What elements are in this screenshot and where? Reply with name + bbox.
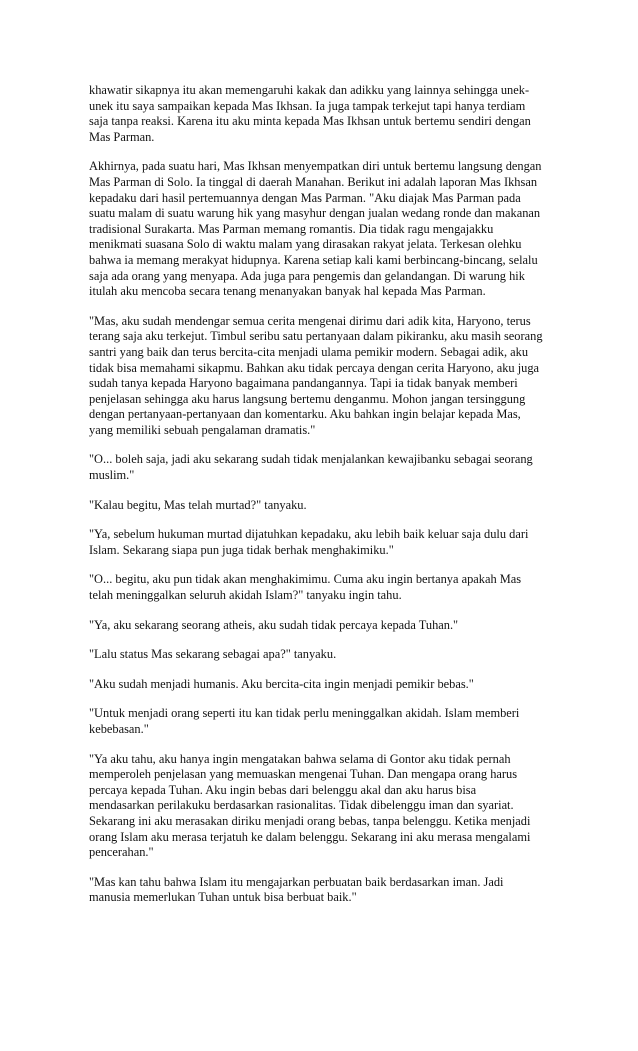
paragraph-8: "Ya, aku sekarang seorang atheis, aku sudah tidak percaya kepada Tuhan." [89, 617, 459, 632]
paragraph-2: Akhirnya, pada suatu hari, Mas Ikhsan menyempatkan diri untuk bertemu langsung dengan Mas Parman di Solo. Ia tinggal di daerah Manahan. Berikut ini adalah laporan Mas Ikhsan kepadaku dari hasil pertemuannya dengan Mas Parman. "Aku diajak Mas Parman pada suatu malam di suatu warung hik yang masyhur dengan jualan wedang ronde dan makanan tradisional Surakarta. Mas Parman memang romantis. Dia tidak ragu mengajakku menikmati suasana Solo di waktu malam yang dirasakan rakyat jelata. Terkesan olehku bahwa ia memang merakyat hidupnya. Karena setiap kali kami berbincang-bincang, selalu saja ada orang yang menyapa. Ada juga para pengemis dan gelandangan. Di warung hik itulah aku mencoba secara tenang menanyakan banyak hal kepada Mas Parman. [89, 159, 542, 299]
paragraph-13: "Mas kan tahu bahwa Islam itu mengajarkan perbuatan baik berdasarkan iman. Jadi manusia memerlukan Tuhan untuk bisa berbuat baik." [89, 874, 504, 905]
paragraph-5: "Kalau begitu, Mas telah murtad?" tanyaku. [89, 497, 307, 512]
paragraph-11: "Untuk menjadi orang seperti itu kan tidak perlu meninggalkan akidah. Islam memberi kebebasan." [89, 706, 520, 736]
paragraph-10: "Aku sudah menjadi humanis. Aku bercita-cita ingin menjadi pemikir bebas." [89, 676, 474, 691]
paragraph-9: "Lalu status Mas sekarang sebagai apa?" tanyaku. [89, 647, 337, 662]
paragraph-4: "O... boleh saja, jadi aku sekarang sudah tidak menjalankan kewajibanku sebagai seorang muslim." [89, 452, 533, 483]
paragraph-3: "Mas, aku sudah mendengar semua cerita mengenai dirimu dari adik kita, Haryono, terus terang saja aku terkejut. Timbul seribu satu pertanyaan dalam pikiranku, aku masih seorang santri yang baik dan terus bercita-cita menjadi ulama pemikir modern. Sebagai adik, aku tidak bisa memahami sikapmu. Bahkan aku tidak percaya dengan cerita Haryono, aku juga sudah tanya kepada Haryono bagaimana pandangannya. Tapi ia tidak banyak memberi penjelasan sehingga aku harus langsung bertemu denganmu. Mohon jangan tersinggung dengan pertanyaan-pertanyaan dan komentarku. Aku bahkan ingin belajar kepada Mas, yang memiliki sebuah pengalaman dramatis." [89, 313, 543, 437]
paragraph-6: "Ya, sebelum hukuman murtad dijatuhkan kepadaku, aku lebih baik keluar saja dulu dari Islam. Sekarang siapa pun juga tidak berhak menghakimiku." [89, 527, 529, 557]
paragraph-1: khawatir sikapnya itu akan memengaruhi kakak dan adikku yang lainnya sehingga unek- unek itu saya sampaikan kepada Mas Ikhsan. Ia juga tampak terkejut tapi hanya terdiam saja tanpa reaksi. Karena itu aku minta kepada Mas Ikhsan untuk bertemu sendiri dengan Mas Parman. [89, 83, 531, 144]
document-body [89, 83, 559, 920]
paragraph-12: "Ya aku tahu, aku hanya ingin mengatakan bahwa selama di Gontor aku tidak pernah memperoleh penjelasan yang memuaskan mengenai Tuhan. Dan mengapa orang harus percaya kepada Tuhan. Aku ingin bebas dari belenggu akal dan aku harus bisa mendasarkan perilakuku berdasarkan rasionalitas. Tidak dibelenggu iman dan syariat. Sekarang ini aku merasakan diriku menjadi orang bebas, tanpa belenggu. Ketika menjadi orang Islam aku merasa terjatuh ke dalam belenggu. Sekarang ini aku merasa mengalami pencerahan." [89, 751, 531, 860]
paragraph-7: "O... begitu, aku pun tidak akan menghakimimu. Cuma aku ingin bertanya apakah Mas telah meninggalkan seluruh akidah Islam?" tanyaku ingin tahu. [89, 572, 522, 603]
